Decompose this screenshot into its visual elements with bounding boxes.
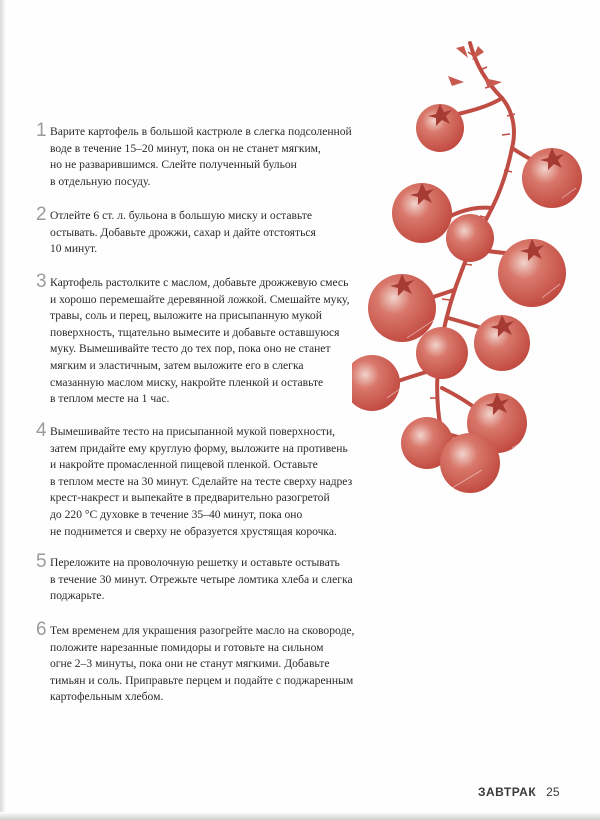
step-text: Вымешивайте тесто на присыпанной мукой поверхности, затем придайте ему круглую форму, выложите на противень и накройте промасленной пищевой пленкой. Оставьте в теплом месте на 30 минут. Сделайте на тесте сверху надрез крест-накрест и выпекайте в предварительно разогретой до 220 °С духовке в течение 35–40 минут, пока оно не поднимется и сверху не образуется хрустящая корочка. <box>50 425 353 538</box>
step-text: Картофель растолките с маслом, добавьте дрожжевую смесь и хорошо перемешайте деревянной ложкой. Смешайте муку, травы, соль и перец, выложите на присыпанную мукой поверхность, тщательно вымесите и добавьте оставшуюся муку. Вымешивайте тесто до тех пор, пока оно не станет мягким и эластичным, затем выложите его в слегка смазанную маслом миску, накройте пленкой и оставьте в теплом месте на 1 час. <box>50 276 350 406</box>
step-text: Варите картофель в большой кастрюле в слегка подсоленной воде в течение 15–20 минут, пока он не станет мягким, но не разварившимся. Слейте полученный бульон в отдельную посуду. <box>50 125 352 188</box>
step-text: Переложите на проволочную решетку и оставьте остывать в течение 30 минут. Отрежьте четыре ломтика хлеба и слегка поджарьте. <box>50 556 353 603</box>
step-number: 5 <box>36 551 47 572</box>
recipe-step-3 <box>36 271 366 408</box>
step-text: Отлейте 6 ст. л. бульона в большую миску и оставьте остывать. Добавьте дрожжи, сахар и дайте отстояться 10 минут. <box>50 209 316 256</box>
page-binding-shadow <box>0 0 6 820</box>
step-number: 6 <box>36 619 47 640</box>
section-name: ЗАВТРАК <box>478 785 537 799</box>
step-text: Тем временем для украшения разогрейте масло на сковороде, положите нарезанные помидоры и готовьте на сильном огне 2–3 минуты, пока они не станут мягкими. Добавьте тимьян и соль. Приправьте перцем и подайте с поджаренным картофельным хлебом. <box>50 624 355 704</box>
step-number: 4 <box>36 420 47 441</box>
recipe-step-4 <box>36 420 366 540</box>
step-number: 1 <box>36 120 47 141</box>
step-number: 2 <box>36 204 47 225</box>
step-number: 3 <box>36 271 47 292</box>
recipe-step-5 <box>36 551 366 605</box>
recipe-step-1 <box>36 120 366 190</box>
recipe-step-6 <box>36 619 366 706</box>
page-number: 25 <box>546 785 560 799</box>
recipe-step-2 <box>36 204 366 258</box>
page-bottom-shadow <box>0 812 600 820</box>
cherry-tomato-vine-icon <box>352 38 587 508</box>
page-footer <box>478 785 560 799</box>
